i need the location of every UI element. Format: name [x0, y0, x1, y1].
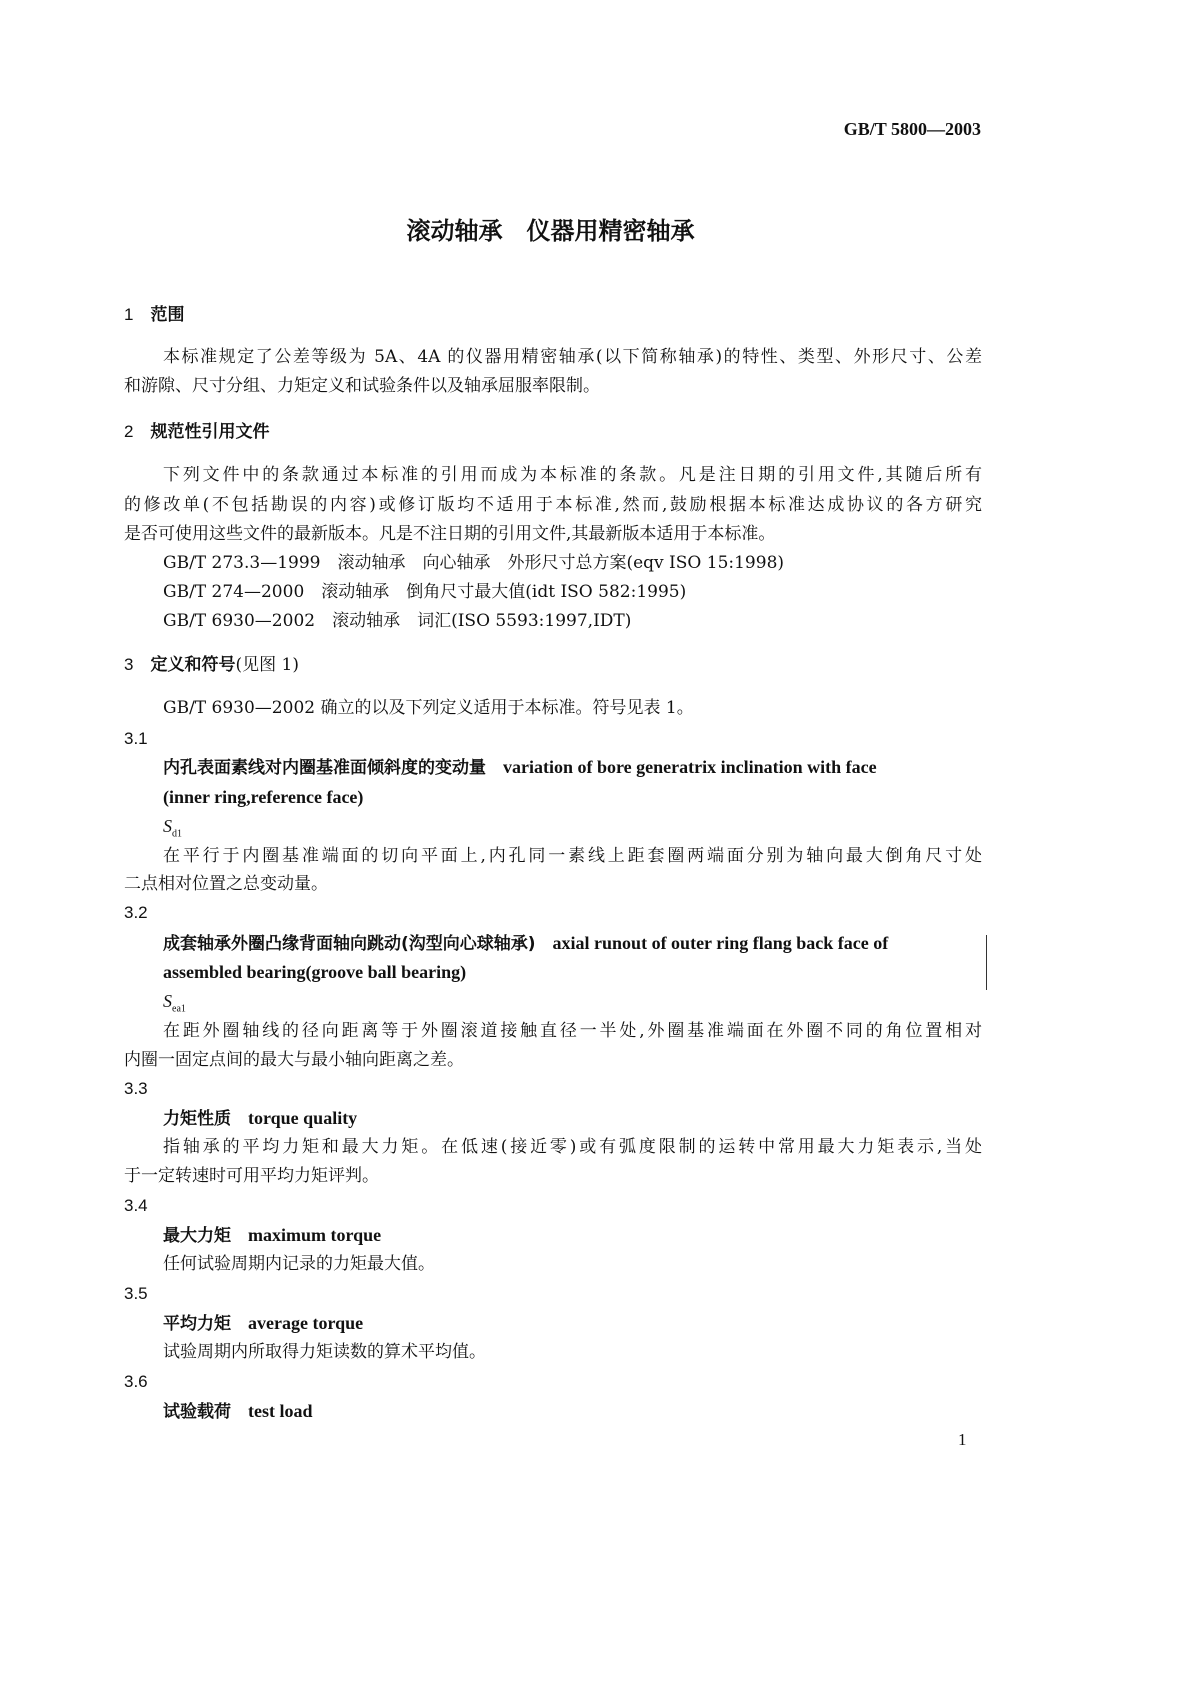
page-number: 1 — [958, 1430, 967, 1449]
clause-number: 3.1 — [124, 729, 148, 748]
paragraph-line: 本标准规定了公差等级为 5A、4A 的仪器用精密轴承(以下简称轴承)的特性、类型、外形尺寸、公差 — [163, 347, 982, 367]
paragraph-line: 试验周期内所取得力矩读数的算术平均值。 — [163, 1342, 486, 1362]
reference-item: GB/T 274—2000 滚动轴承 倒角尺寸最大值(idt ISO 582:1995) — [163, 582, 687, 602]
section-1-heading: 1 范围 — [124, 305, 185, 325]
section-3-heading: 3 定义和符号(见图 1) — [124, 655, 299, 675]
paragraph-line: 任何试验周期内记录的力矩最大值。 — [163, 1254, 435, 1274]
paragraph-line: 内圈一固定点间的最大与最小轴向距离之差。 — [124, 1050, 464, 1070]
paragraph-line: 在平行于内圈基准端面的切向平面上,内孔同一素线上距套圈两端面分别为轴向最大倒角尺寸处 — [163, 846, 982, 866]
term-heading-cont: (inner ring,reference face) — [163, 787, 364, 807]
clause-number: 3.6 — [124, 1372, 148, 1391]
paragraph-line: 和游隙、尺寸分组、力矩定义和试验条件以及轴承屈服率限制。 — [124, 376, 600, 396]
term-heading: 试验载荷 test load — [163, 1401, 313, 1422]
clause-number: 3.5 — [124, 1284, 148, 1303]
term-heading: 内孔表面素线对内圈基准面倾斜度的变动量 variation of bore generatrix inclination with face — [163, 757, 877, 778]
paragraph-line: 下列文件中的条款通过本标准的引用而成为本标准的条款。凡是注日期的引用文件,其随后所有 — [163, 465, 982, 485]
term-heading: 成套轴承外圈凸缘背面轴向跳动(沟型向心球轴承) axial runout of outer ring flang back face of — [163, 933, 889, 954]
paragraph-line: 指轴承的平均力矩和最大力矩。在低速(接近零)或有弧度限制的运转中常用最大力矩表示,当处 — [163, 1137, 982, 1157]
clause-number: 3.4 — [124, 1196, 148, 1215]
paragraph-line: 在距外圈轴线的径向距离等于外圈滚道接触直径一半处,外圈基准端面在外圈不同的角位置相对 — [163, 1021, 982, 1041]
reference-item: GB/T 273.3—1999 滚动轴承 向心轴承 外形尺寸总方案(eqv ISO 15:1998) — [163, 553, 785, 573]
term-heading: 力矩性质 torque quality — [163, 1108, 358, 1129]
paragraph-line: 的修改单(不包括勘误的内容)或修订版均不适用于本标准,然而,鼓励根据本标准达成协议的各方研究 — [124, 495, 982, 515]
term-symbol: $S_{d1}$ — [163, 816, 182, 840]
paragraph-line: 于一定转速时可用平均力矩评判。 — [124, 1166, 379, 1186]
term-heading-cont: assembled bearing(groove ball bearing) — [163, 962, 467, 982]
term-heading: 平均力矩 average torque — [163, 1313, 364, 1334]
clause-number: 3.3 — [124, 1079, 148, 1098]
term-heading: 最大力矩 maximum torque — [163, 1225, 382, 1246]
paragraph-line: 是否可使用这些文件的最新版本。凡是不注日期的引用文件,其最新版本适用于本标准。 — [124, 524, 776, 544]
paragraph-line: 二点相对位置之总变动量。 — [124, 874, 328, 894]
reference-item: GB/T 6930—2002 滚动轴承 词汇(ISO 5593:1997,IDT) — [163, 611, 632, 631]
standard-code: GB/T 5800—2003 — [843, 119, 981, 139]
term-symbol: $S_{ea1}$ — [163, 991, 186, 1015]
clause-number: 3.2 — [124, 903, 148, 922]
paragraph-line: GB/T 6930—2002 确立的以及下列定义适用于本标准。符号见表 1。 — [163, 698, 694, 718]
section-2-heading: 2 规范性引用文件 — [124, 422, 270, 442]
change-bar — [986, 935, 987, 990]
document-title: 滚动轴承 仪器用精密轴承 — [406, 217, 695, 245]
